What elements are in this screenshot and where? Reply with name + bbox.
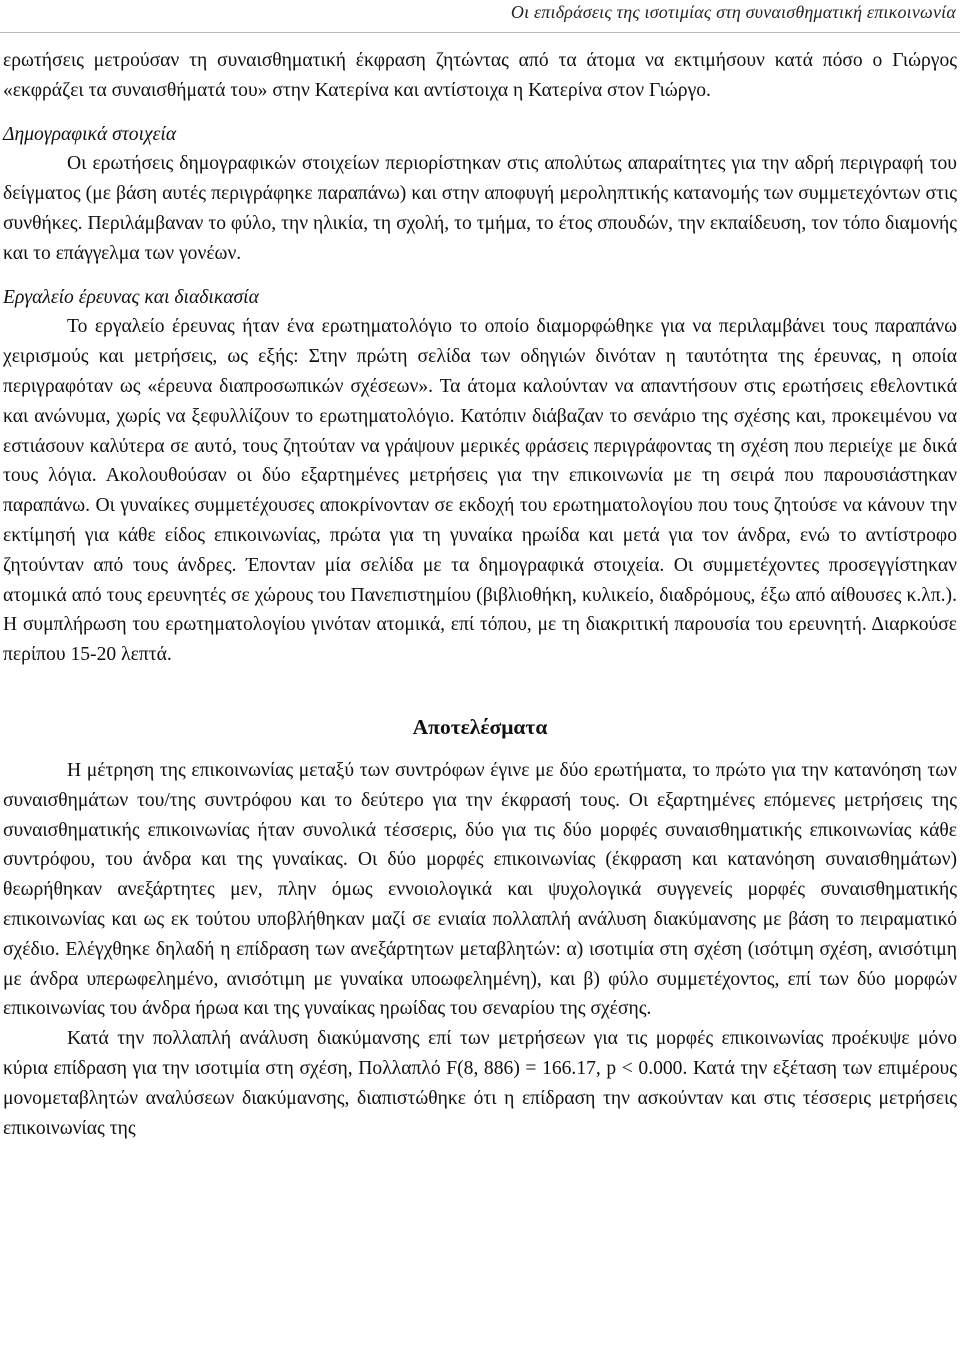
- spacer: [3, 742, 957, 756]
- results-heading: Αποτελέσματα: [412, 714, 548, 739]
- header-divider: [0, 32, 960, 33]
- spacer: [3, 106, 957, 120]
- instrument-paragraph: Το εργαλείο έρευνας ήταν ένα ερωτηματολόγιο το οποίο διαμορφώθηκε για να περιλαμβάνει τους παραπάνω χειρισμούς και μετρήσεις, ως εξής: Στην πρώτη σελίδα των οδηγιών δινόταν η ταυτότητα της έρευνας, η οποία περιγραφόταν ως «έρευνα διαπροσωπικών σχέσεων». Τα άτομα καλούνταν να απαντήσουν στις ερωτήσεις εθελοντικά και ανώνυμα, χωρίς να ξεφυλλίζουν το ερωτηματολόγιο. Κατόπιν διάβαζαν το σενάριο της σχέσης και, προκειμένου να εστιάσουν καλύτερα σε αυτό, τους ζητούταν να γράψουν μερικές φράσεις περιγράφοντας τη σχέση που περιείχε με δικά τους λόγια. Ακολουθούσαν οι δύο εξαρτημένες μετρήσεις για την επικοινωνία με τη σειρά που παρουσιάστηκαν παραπάνω. Οι γυναίκες συμμετέχουσες αποκρίνονταν σε εκδοχή του ερωτηματολογίου που τους ζητούσε να κάνουν την εκτίμησή για κάθε είδος επικοινωνίας, πρώτα για τη γυναίκα ηρωίδα και μετά για τον άνδρα, ενώ το αντίστροφο ζητούνταν από τους άνδρες. Έπονταν μία σελίδα με τα δημογραφικά στοιχεία. Οι συμμετέχοντες προσεγγίστηκαν ατομικά από τους ερευνητές σε χώρους του Πανεπιστημίου (βιβλιοθήκη, κυλικείο, διαδρόμους, έξω από αίθουσες κ.λπ.). Η συμπλήρωση του ερωτηματολογίου γινόταν ατομικά, επί τόπου, με τη διακριτική παρουσία του ερευνητή. Διαρκούσε περίπου 15-20 λεπτά.: [3, 316, 957, 666]
- body-text: [3, 46, 957, 1143]
- intro-paragraph: ερωτήσεις μετρούσαν τη συναισθηματική έκφραση ζητώντας από τα άτομα να εκτιμήσουν κατά πόσο ο Γιώργος «εκφράζει τα συναισθήματά του» στην Κατερίνα και αντίστοιχα η Κατερίνα στον Γιώργο.: [3, 50, 957, 101]
- results-paragraph-1: Η μέτρηση της επικοινωνίας μεταξύ των συντρόφων έγινε με δύο ερωτήματα, το πρώτο για την κατανόηση των συναισθημάτων του/της συντρόφου και το δεύτερο για την έκφρασή τους. Οι εξαρτημένες επόμενες μετρήσεις της συναισθηματικής επικοινωνίας ήταν συνολικά τέσσερις, δύο για τις δύο μορφές συναισθηματικής επικοινωνίας κάθε συντρόφου, του άνδρα και της γυναίκας. Οι δύο μορφές επικοινωνίας (έκφραση και κατανόηση συναισθημάτων) θεωρήθηκαν ανεξάρτητες μεν, πλην όμως εννοιολογικά και ψυχολογικά συγγενείς μορφές συναισθηματικής επικοινωνίας και ως εκ τούτου υποβλήθηκαν μαζί σε ενιαία πολλαπλή ανάλυση διακύμανσης με βάση το πειραματικό σχέδιο. Ελέγχθηκε δηλαδή η επίδραση των ανεξάρτητων μεταβλητών: α) ισοτιμία στη σχέση (ισότιμη σχέση, ανισότιμη με άνδρα υπερωφελημένο, ανισότιμη με γυναίκα υποωφελημένη), και β) φύλο συμμετέχοντος, επί των δύο μορφών επικοινωνίας του άνδρα ήρωα και της γυναίκας ηρωίδας του σεναρίου της σχέσης.: [3, 759, 957, 1020]
- instrument-heading: Εργαλείο έρευνας και διαδικασία: [3, 286, 259, 308]
- spacer: [3, 670, 957, 712]
- results-paragraph-2: Κατά την πολλαπλή ανάλυση διακύμανσης επί των μετρήσεων για τις μορφές επικοινωνίας προέκυψε μόνο κύρια επίδραση για την ισοτιμία στη σχέση, Πολλαπλό F(8, 886) = 166.17, p < 0.000. Κατά την εξέταση των επιμέρους μονομεταβλητών αναλύσεων διακύμανσης, διαπιστώθηκε ότι η επίδραση την ασκούνταν και στις τέσσερις μετρήσεις επικοινωνίας της: [3, 1028, 957, 1139]
- demographics-paragraph: Οι ερωτήσεις δημογραφικών στοιχείων περιορίστηκαν στις απολύτως απαραίτητες για την αδρή περιγραφή του δείγματος (με βάση αυτές περιγράφηκε παραπάνω) και στην αποφυγή μεροληπτικής κατανομής των συμμετεχόντων στις συνθήκες. Περιλάμβαναν το φύλο, την ηλικία, τη σχολή, το τμήμα, το έτος σπουδών, την εκπαίδευση, τον τόπο διαμονής και το επάγγελμα των γονέων.: [3, 153, 957, 264]
- demographics-heading: Δημογραφικά στοιχεία: [3, 123, 177, 145]
- spacer: [3, 269, 957, 283]
- running-header-title: Οι επιδράσεις της ισοτιμίας στη συναισθηματική επικοινωνία: [510, 2, 956, 22]
